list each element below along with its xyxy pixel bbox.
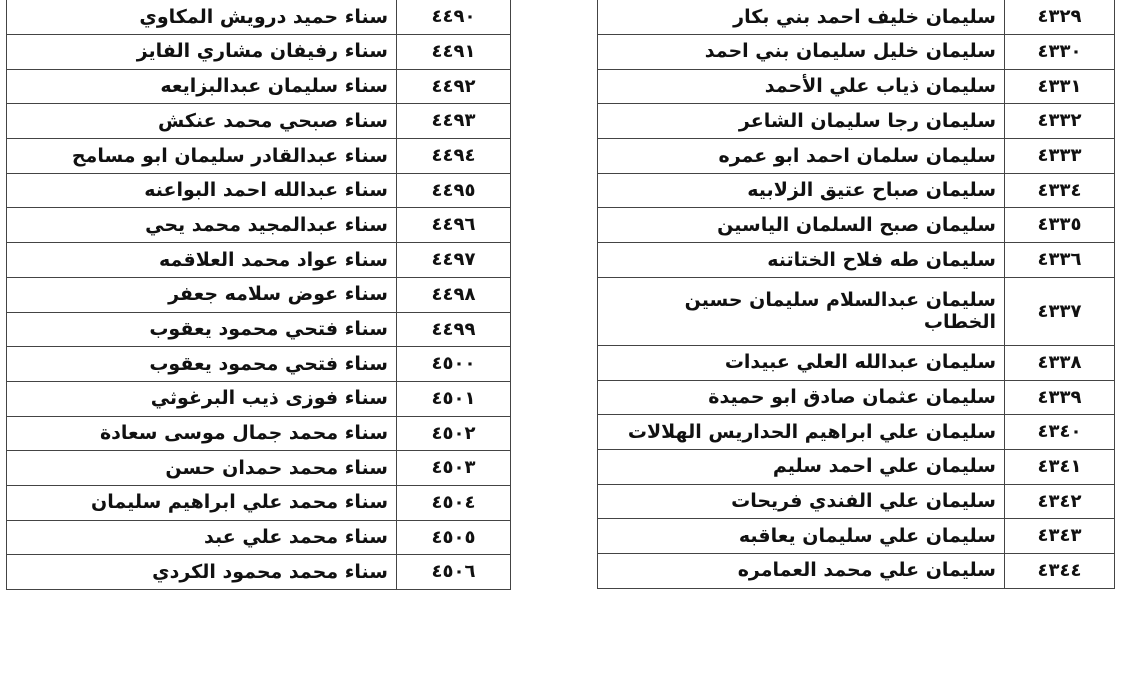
person-name: سليمان علي سليمان يعاقبه <box>598 519 1005 554</box>
record-number: ٤٤٩٠ <box>397 0 511 35</box>
table-row <box>598 0 1115 35</box>
record-number: ٤٣٤٠ <box>1005 415 1115 450</box>
table-row <box>598 139 1115 174</box>
table-row <box>7 520 511 555</box>
table-row <box>598 243 1115 278</box>
table-row <box>7 173 511 208</box>
record-number: ٤٤٩٢ <box>397 69 511 104</box>
table-row <box>7 208 511 243</box>
record-number: ٤٥٠٦ <box>397 555 511 590</box>
table-row <box>598 484 1115 519</box>
table-row <box>7 347 511 382</box>
person-name: سليمان عبدالسلام سليمان حسين الخطاب <box>598 277 1005 345</box>
table-row <box>598 519 1115 554</box>
record-number: ٤٥٠٠ <box>397 347 511 382</box>
left-names-table <box>6 0 511 590</box>
table-row <box>598 345 1115 380</box>
person-name: سليمان علي الفندي فريحات <box>598 484 1005 519</box>
record-number: ٤٤٩٦ <box>397 208 511 243</box>
person-name: سناء محمد جمال موسى سعادة <box>7 416 397 451</box>
record-number: ٤٣٣٦ <box>1005 243 1115 278</box>
record-number: ٤٤٩٤ <box>397 139 511 174</box>
person-name: سناء فوزى ذيب البرغوثي <box>7 381 397 416</box>
person-name: سناء عبدالمجيد محمد يحي <box>7 208 397 243</box>
record-number: ٤٤٩١ <box>397 35 511 70</box>
person-name: سليمان صباح عتيق الزلابيه <box>598 173 1005 208</box>
record-number: ٤٣٣٤ <box>1005 173 1115 208</box>
record-number: ٤٤٩٩ <box>397 312 511 347</box>
table-row <box>7 243 511 278</box>
record-number: ٤٣٣٠ <box>1005 35 1115 70</box>
table-row <box>7 381 511 416</box>
right-names-table <box>597 0 1115 589</box>
person-name: سناء محمد حمدان حسن <box>7 451 397 486</box>
record-number: ٤٣٣٨ <box>1005 345 1115 380</box>
table-row <box>7 277 511 312</box>
record-number: ٤٤٩٥ <box>397 173 511 208</box>
record-number: ٤٥٠٣ <box>397 451 511 486</box>
person-name: سناء عوض سلامه جعفر <box>7 277 397 312</box>
person-name: سناء رفيفان مشاري الفايز <box>7 35 397 70</box>
table-row <box>7 485 511 520</box>
person-name: سناء محمد علي عبد <box>7 520 397 555</box>
person-name: سليمان علي محمد العمامره <box>598 553 1005 588</box>
table-row <box>598 553 1115 588</box>
table-row <box>598 380 1115 415</box>
table-row <box>598 449 1115 484</box>
table-row <box>598 173 1115 208</box>
person-name: سناء سليمان عبدالبزايعه <box>7 69 397 104</box>
record-number: ٤٥٠٤ <box>397 485 511 520</box>
record-number: ٤٣٣٢ <box>1005 104 1115 139</box>
table-row <box>7 69 511 104</box>
person-name: سليمان خليف احمد بني بكار <box>598 0 1005 35</box>
record-number: ٤٤٩٨ <box>397 277 511 312</box>
table-row <box>7 555 511 590</box>
table-row <box>7 312 511 347</box>
table-row <box>7 0 511 35</box>
record-number: ٤٥٠٢ <box>397 416 511 451</box>
person-name: سناء فتحي محمود يعقوب <box>7 312 397 347</box>
record-number: ٤٣٤١ <box>1005 449 1115 484</box>
record-number: ٤٣٣٣ <box>1005 139 1115 174</box>
table-row <box>598 69 1115 104</box>
record-number: ٤٣٤٢ <box>1005 484 1115 519</box>
table-row <box>598 208 1115 243</box>
person-name: سليمان علي ابراهيم الحداريس الهلالات <box>598 415 1005 450</box>
person-name: سليمان ذياب علي الأحمد <box>598 69 1005 104</box>
record-number: ٤٣٢٩ <box>1005 0 1115 35</box>
table-row <box>7 416 511 451</box>
record-number: ٤٣٤٣ <box>1005 519 1115 554</box>
person-name: سناء صبحي محمد عنكش <box>7 104 397 139</box>
table-row <box>598 277 1115 345</box>
table-row <box>7 139 511 174</box>
table-row <box>598 415 1115 450</box>
record-number: ٤٥٠٥ <box>397 520 511 555</box>
person-name: سليمان صبح السلمان الياسين <box>598 208 1005 243</box>
person-name: سليمان علي احمد سليم <box>598 449 1005 484</box>
table-row <box>7 451 511 486</box>
person-name: سناء عواد محمد العلاقمه <box>7 243 397 278</box>
person-name: سناء محمد محمود الكردي <box>7 555 397 590</box>
person-name: سناء محمد علي ابراهيم سليمان <box>7 485 397 520</box>
person-name: سناء عبدالقادر سليمان ابو مسامح <box>7 139 397 174</box>
person-name: سليمان سلمان احمد ابو عمره <box>598 139 1005 174</box>
person-name: سناء حميد درويش المكاوي <box>7 0 397 35</box>
record-number: ٤٣٤٤ <box>1005 553 1115 588</box>
record-number: ٤٣٣٧ <box>1005 277 1115 345</box>
person-name: سليمان عثمان صادق ابو حميدة <box>598 380 1005 415</box>
record-number: ٤٣٣١ <box>1005 69 1115 104</box>
table-row <box>598 35 1115 70</box>
record-number: ٤٣٣٥ <box>1005 208 1115 243</box>
table-row <box>7 104 511 139</box>
person-name: سليمان رجا سليمان الشاعر <box>598 104 1005 139</box>
person-name: سناء فتحي محمود يعقوب <box>7 347 397 382</box>
record-number: ٤٣٣٩ <box>1005 380 1115 415</box>
person-name: سليمان عبدالله العلي عبيدات <box>598 345 1005 380</box>
record-number: ٤٤٩٧ <box>397 243 511 278</box>
record-number: ٤٥٠١ <box>397 381 511 416</box>
table-row <box>598 104 1115 139</box>
table-row <box>7 35 511 70</box>
person-name: سليمان طه فلاح الختاتنه <box>598 243 1005 278</box>
person-name: سناء عبدالله احمد البواعنه <box>7 173 397 208</box>
record-number: ٤٤٩٣ <box>397 104 511 139</box>
person-name: سليمان خليل سليمان بني احمد <box>598 35 1005 70</box>
